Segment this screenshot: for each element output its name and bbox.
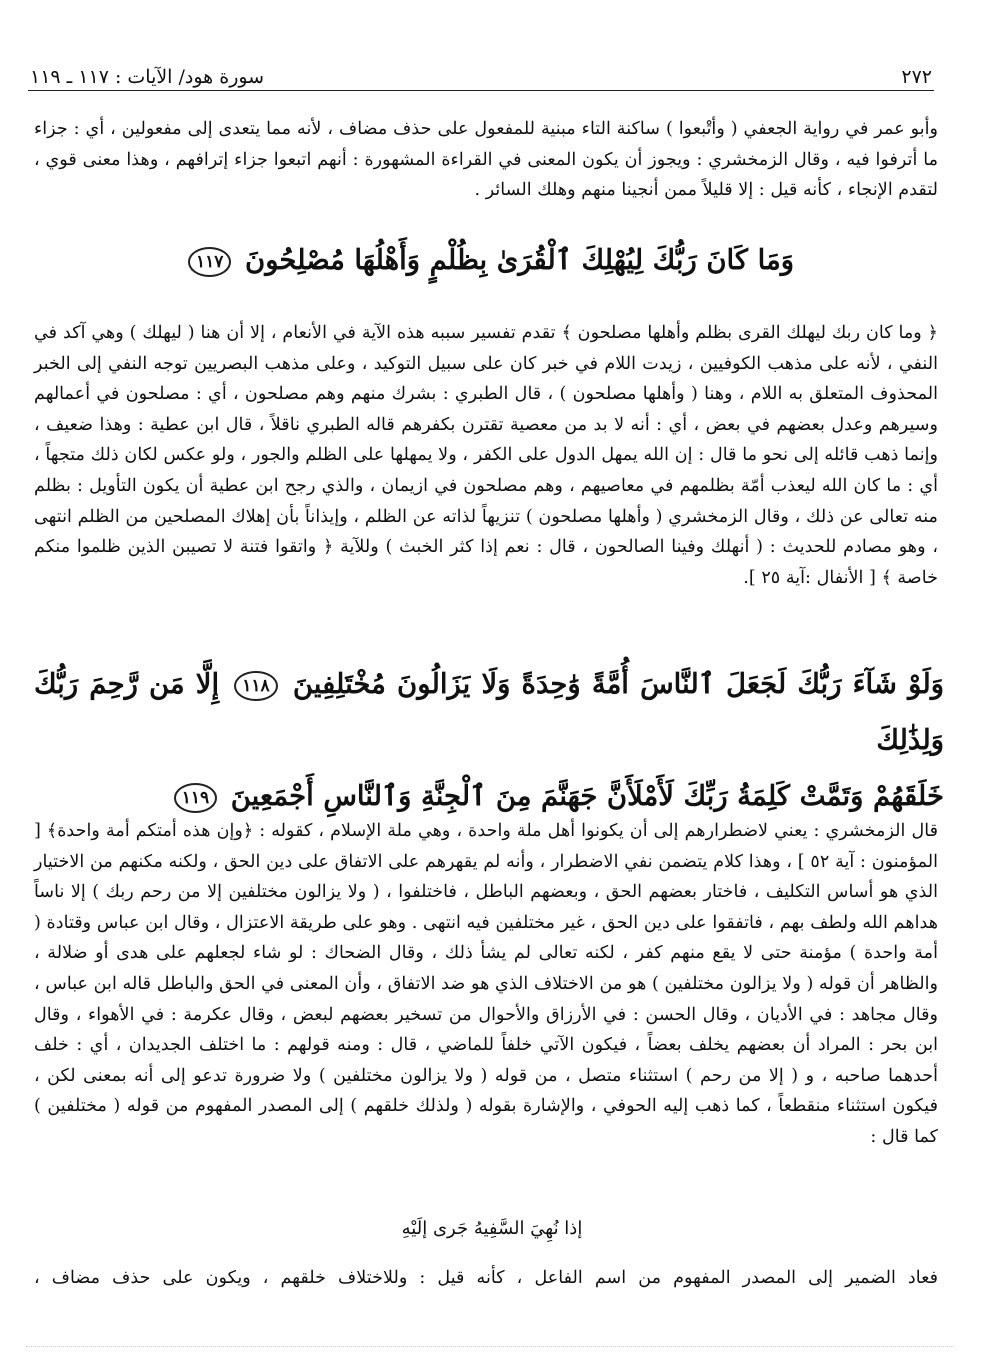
commentary-paragraph-1: وأبو عمر في رواية الجعفي ( وأتْبعوا ) ساكنة التاء مبنية للمفعول على حذف مضاف ، لأنه مما يتعدى إلى مفعولين ، أي : جزاء ما أترفوا فيه ، وقال الزمخشري : ويجوز أن يكون المعنى في القراءة المشهورة : أنهم اتبعوا جزاء إترافهم ، وهذا معنى قوي ، لتقدم الإنجاء ، كأنه قيل : إلا قليلاً ممن أنجينا منهم وهلك السائر . <box>34 119 938 201</box>
page-number: ٢٧٢ <box>901 66 932 88</box>
verse-117 <box>34 232 944 288</box>
running-title: سورة هود/ الآيات : ١١٧ ـ ١١٩ <box>30 66 265 88</box>
page-bottom-edge <box>26 1346 954 1347</box>
ayah-number-119: ١١٩ <box>174 783 217 813</box>
commentary-paragraph-2: ﴿ وما كان ربك ليهلك القرى بظلم وأهلها مصلحون ﴾ تقدم تفسير سببه هذه الآية في الأنعام ، إلا أن هنا ( ليهلك ) وهي آكد في النفي ، لأنه على مذهب الكوفيين ، زيدت اللام في خبر كان على سبيل التوكيد ، وعلى مذهب البصريين توجه النفي إلى الخبر المحذوف المتعلق به اللام ، وهنا ( وأهلها مصلحون ) ، قال الطبري : بشرك منهم وهم مصلحون ، أي : مصلحون في أعمالهم وسيرهم وعدل بعضهم في بعض ، أي : أنه لا بد من معصية تقترن بكفرهم قاله الطبري ناقلاً ، قال ابن عطية : وهذا ضعيف ، وإنما ذهب قائله إلى نحو ما قال : إن الله يمهل الدول على الكفر ، ولا يمهلها على الظلم والجور ، ولو عكس لكان ذلك متجهاً ، أي : ما كان الله ليعذب أمّة بظلمهم في معاصيهم ، وهم مصلحون في ازيمان ، والذي رجح ابن عطية أن يكون التأويل : بظلم منه تعالى عن ذلك ، وقال الزمخشري ( وأهلها مصلحون ) تنزيهاً لذاته عن الظلم ، وإيذاناً بأن إهلاك المصلحين من الظلم انتهى ، وهو مصادم للحديث : ( أنهلك وفينا الصالحون ، قال : نعم إذا كثر الخبث ) وللآية ﴿ واتقوا فتنة لا تصيبن الذين ظلموا منكم خاصة ﴾ [ الأنفال :آية ٢٥ ]. <box>34 323 938 588</box>
ayah-number-117: ١١٧ <box>188 247 231 277</box>
page-header <box>30 60 932 88</box>
verse-text-118: وَلَوْ شَآءَ رَبُّكَ لَجَعَلَ ٱلنَّاسَ أُمَّةً وَٰحِدَةً وَلَا يَزَالُونَ مُخْتَلِفِينَ <box>292 668 944 700</box>
verse-text-119b: خَلَقَهُمْ وَتَمَّتْ كَلِمَةُ رَبِّكَ لَأَمْلَأَنَّ جَهَنَّمَ مِنَ ٱلْجِنَّةِ وَٱلنَّاسِ أَجْمَعِينَ <box>230 780 944 812</box>
ayah-number-118: ١١٨ <box>234 671 277 701</box>
final-line: فعاد الضمير إلى المصدر المفهوم من اسم الفاعل ، كأنه قيل : وللاختلاف خلقهم ، ويكون على حذف مضاف ، <box>34 1268 938 1288</box>
poetry-line: إذا نُهِيَ السَّفِيهُ جَرى إلَيْهِ <box>401 1218 583 1239</box>
verse-line-1 <box>34 656 944 768</box>
verse-text-119a: إِلَّا مَن رَّحِمَ رَبُّكَ وَلِذَٰلِكَ <box>34 668 944 756</box>
commentary-paragraph-3: قال الزمخشري : يعني لاضطرارهم إلى أن يكونوا أهل ملة واحدة ، وهي ملة الإسلام ، كقوله : ﴿وإن هذه أمتكم أمة واحدة﴾ [ المؤمنون : آية ٥٢ ] ، وهذا كلام يتضمن نفي الاضطرار ، وأنه لم يقهرهم على الاتفاق على دين الحق ، ولكنه مكنهم من الاختيار الذي هو أساس التكليف ، فاختار بعضهم الحق ، وبعضهم الباطل ، فاختلفوا ، ( ولا يزالون مختلفين إلا من رحم ربك ) إلا ناساً هداهم الله ولطف بهم ، فاتفقوا على دين الحق ، غير مختلفين فيه انتهى . وهو على طريقة الاعتزال ، وقال ابن عباس وقتادة ( أمة واحدة ) مؤمنة حتى لا يقع منهم كفر ، لكنه تعالى لم يشأ ذلك ، وقال الضحاك : لو شاء لجعلهم على هدى أو ضلالة ، والظاهر أن قوله ( ولا يزالون مختلفين ) هو من الاختلاف الذي هو ضد الاتفاق ، وأن المعنى في الحق والباطل قاله ابن عباس ، وقال مجاهد : في الأديان ، وقال الحسن : في الأرزاق والأحوال من تسخير بعضهم لبعض ، وقال عكرمة : في الأهواء ، وقال ابن بحر : المراد أن بعضهم يخلف بعضاً ، فيكون الآتي خلفاً للماضي ، قال : ومنه قولهم : ما اختلف الجديدان ، أي : خلف أحدهما صاحبه ، و ( إلا من رحم ) استثناء متصل ، من قوله ( ولا يزالون مختلفين ) ولا ضرورة تدعو إلى أنه بمعنى لكن ، فيكون استثناء منقطعاً ، كما ذهب إليه الحوفي ، والإشارة بقوله ( ولذلك خلقهم ) إلى المصدر المفهوم من قوله ( مختلفين ) كما قال : <box>34 821 938 1147</box>
verses-118-119 <box>34 656 944 824</box>
header-divider <box>28 90 934 91</box>
verse-text: وَمَا كَانَ رَبُّكَ لِيُهْلِكَ ٱلْقُرَىٰ بِظُلْمٍ وَأَهْلُهَا مُصْلِحُونَ <box>245 244 794 276</box>
